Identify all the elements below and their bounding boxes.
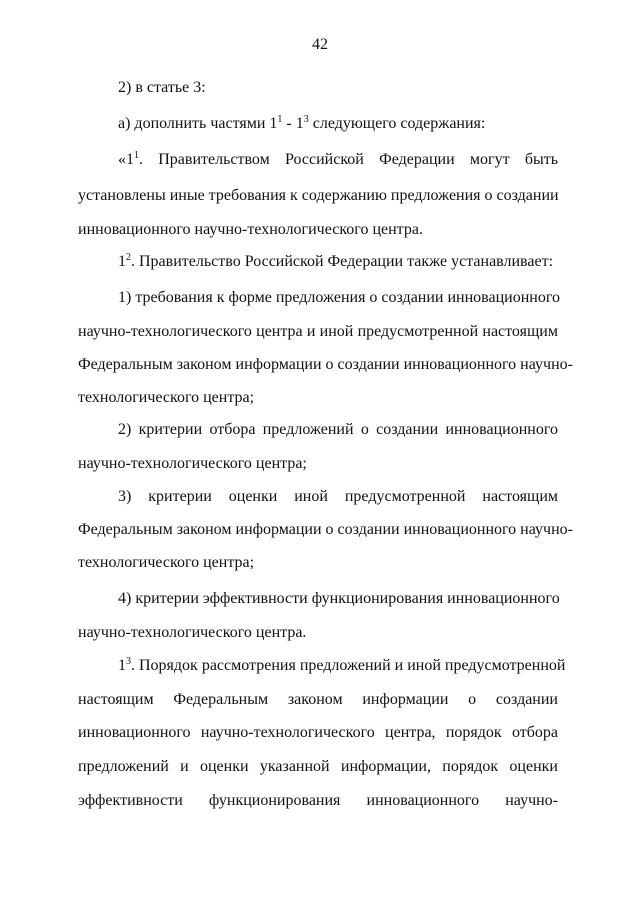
text-line-20: инновационного научно-технологического центра, порядок отбора [78,724,558,741]
text-line-15: технологического центра; [78,554,255,571]
text-fragment: . Правительство Российской Федерации также устанавливает: [131,253,554,270]
text-line-7: 1) требования к форме предложения о создании инновационного [118,289,561,306]
text-line-9: Федеральным законом информации о создании инновационного научно- [78,356,573,373]
text-line-5: инновационного научно-технологического центра. [78,221,423,238]
superscript: 1 [134,150,139,161]
text-fragment: . Правительством Российской Федерации могут быть [139,151,558,168]
text-line-2 [118,114,558,134]
text-line-11: 2) критерии отбора предложений о создании инновационного [118,421,558,438]
text-line-16: 4) критерии эффективности функционирования инновационного [118,590,560,607]
text-fragment: «1 [118,151,134,168]
text-line-22: эффективности функционирования инновационного научно- [78,792,558,809]
text-line-10: технологического центра; [78,389,255,406]
text-line-14: Федеральным законом информации о создании инновационного научно- [78,521,573,538]
text-line-1: 2) в статье 3: [118,79,206,96]
text-line-4: установлены иные требования к содержанию предложения о создании [78,187,559,204]
superscript: 1 [277,114,283,125]
text-fragment: следующего содержания: [308,115,486,132]
text-fragment: 1 [118,657,126,674]
text-line-21: предложений и оценки указанной информации, порядок оценки [78,758,558,775]
text-line-8: научно-технологического центра и иной предусмотренной настоящим [78,323,558,340]
superscript: 3 [126,656,131,667]
text-line-18 [118,656,566,676]
text-fragment: а) дополнить частями 1 [118,115,278,132]
text-fragment: - 1 [282,115,304,132]
text-line-17: научно-технологического центра. [78,624,307,641]
text-fragment: . Порядок рассмотрения предложений и иной предусмотренной [131,657,566,674]
text-fragment: 1 [118,253,126,270]
text-line-12: научно-технологического центра; [78,455,307,472]
superscript: 2 [126,252,131,263]
text-line-6 [118,252,558,272]
text-line-13: 3) критерии оценки иной предусмотренной настоящим [118,488,558,505]
text-line-3 [118,150,558,170]
superscript: 3 [303,114,309,125]
page-number: 42 [312,36,328,53]
text-line-19: настоящим Федеральным законом информации о создании [78,691,558,708]
